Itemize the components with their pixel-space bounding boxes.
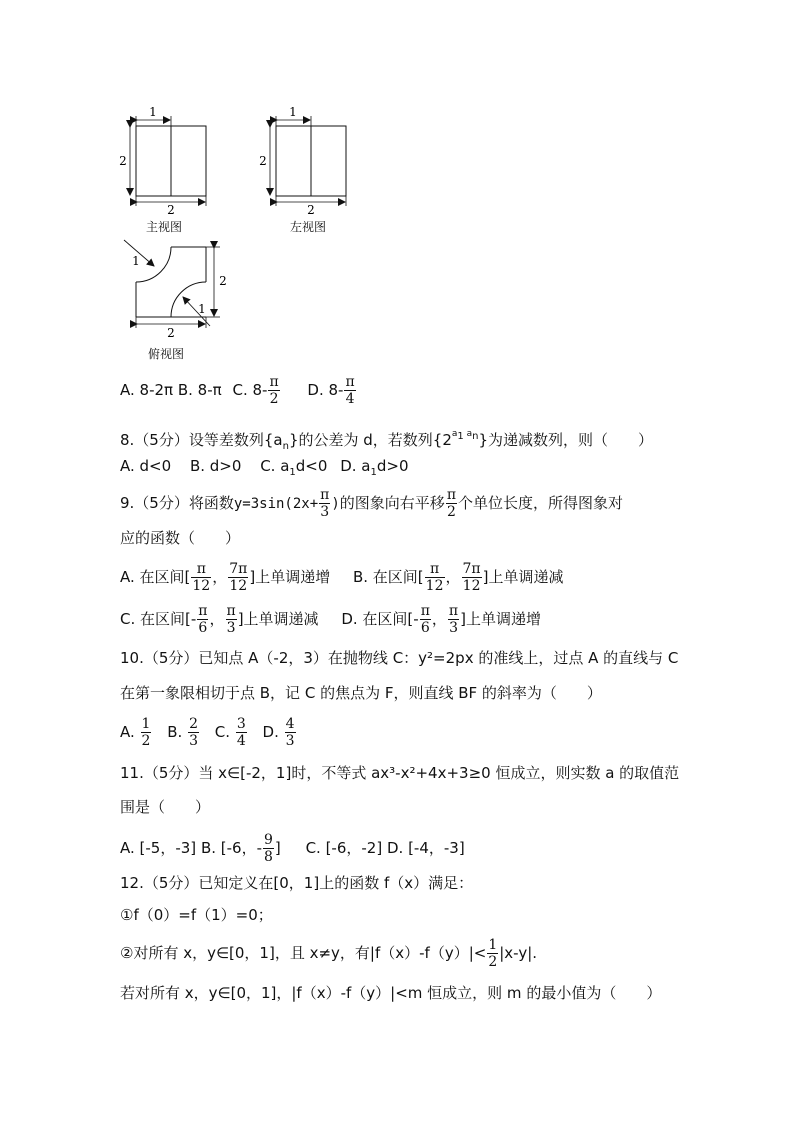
- q10-option-b: B. $\frac{2}{3}$: [167, 716, 199, 749]
- q8-options: [120, 456, 409, 483]
- q10-option-c: C. $\frac{3}{4}$: [214, 716, 246, 749]
- q8-option-a: A. d<0: [120, 457, 172, 475]
- front-dim-bottom: 2: [167, 203, 175, 217]
- q10-option-a: A. $\frac{1}{2}$: [120, 716, 151, 749]
- top-view: [124, 240, 227, 340]
- side-dim-left: 2: [259, 154, 267, 168]
- q10-stem-line1: 10.（5分）已知点 A（-2，3）在抛物线 C：y²=2px 的准线上，过点 A 的直线与 C: [120, 649, 679, 667]
- top-dim-right: 2: [219, 274, 227, 288]
- q9-options-ab: [120, 561, 563, 594]
- q10-stem-line2: 在第一象限相切于点 B，记 C 的焦点为 F，则直线 BF 的斜率为（ ）: [120, 684, 602, 702]
- q10-option-d: D. $\frac{4}{3}$: [262, 716, 295, 749]
- q12-condition-1: ①f（0）=f（1）=0；: [120, 906, 273, 924]
- q8-option-c: C. $a_1d<0$: [260, 457, 328, 478]
- side-view: [259, 105, 346, 217]
- front-view-caption: 主视图: [146, 220, 183, 234]
- q10-options: [120, 716, 297, 749]
- q7-option-d: D. 8- $\frac{\pi}{4}$: [307, 374, 355, 407]
- q11-stem-line1: 11.（5分）当 x∈[-2，1]时，不等式 ax³-x²+4x+3≥0 恒成立，则实数 a 的取值范: [120, 764, 680, 782]
- q9-stem: 9.（5分）将函数y=3sin(2x+ $\frac{\pi}{3}$ )的图象向右平移 $\frac{\pi}{2}$ 个单位长度，所得图象对: [120, 487, 624, 520]
- q7-option-c: C. 8- $\frac{\pi}{2}$: [232, 374, 279, 407]
- q9-options-cd: [120, 603, 541, 636]
- front-view: [119, 105, 206, 217]
- q12-condition-2: ②对所有 x，y∈[0，1]，且 x≠y，有|f（x）-f（y）|< $\frac{1}{2}$ |x-y|.: [120, 937, 538, 970]
- q12-stem-line4: 若对所有 x，y∈[0，1]，|f（x）-f（y）|<m 恒成立，则 m 的最小值为（ ）: [120, 984, 662, 1002]
- q11-option-d: D. [-4，-3]: [386, 839, 465, 857]
- q7-option-b: B. 8-π: [177, 381, 222, 399]
- q12-stem-line1: 12.（5分）已知定义在[0，1]上的函数 f（x）满足：: [120, 874, 474, 892]
- q8-option-b: B. d>0: [189, 457, 242, 475]
- q9-option-a: A. 在区间[ $\frac{\pi}{12}$ ， $\frac{7\pi}{12}$ ]上单调递增: [120, 561, 331, 594]
- q7-options: [120, 374, 357, 407]
- q11-stem-line2: 围是（ ）: [120, 798, 211, 816]
- q11-option-a: A. [-5，-3]: [120, 839, 197, 857]
- q9-option-d: D. 在区间[- $\frac{\pi}{6}$ ， $\frac{\pi}{3}$ ]上单调递增: [341, 603, 541, 636]
- top-view-caption: 俯视图: [148, 347, 185, 361]
- side-dim-top: 1: [289, 105, 297, 119]
- front-dim-left: 2: [119, 154, 127, 168]
- top-dim-radius-1: 1: [132, 254, 140, 268]
- side-dim-bottom: 2: [307, 203, 315, 217]
- three-view-figures: [110, 100, 370, 370]
- q9-stem-line2: 应的函数（ ）: [120, 529, 241, 547]
- q9-option-c: C. 在区间[- $\frac{\pi}{6}$ ， $\frac{\pi}{3}$ ]上单调递减: [120, 603, 319, 636]
- q11-options: [120, 832, 465, 865]
- q7-option-a: A. 8-2π: [120, 381, 174, 399]
- front-dim-top: 1: [149, 105, 157, 119]
- q11-option-b: B. [-6，- $\frac{9}{8}$ ]: [200, 832, 281, 865]
- q9-option-b: B. 在区间[ $\frac{\pi}{12}$ ， $\frac{7\pi}{12}$ ]上单调递减: [352, 561, 564, 594]
- top-dim-radius-2: 1: [198, 302, 206, 316]
- side-view-caption: 左视图: [290, 220, 327, 234]
- q11-option-c: C. [-6，-2]: [305, 839, 383, 857]
- q8-stem: 8.（5分）设等差数列$\{a_n\}$的公差为 d，若数列$\{2^{a_1 a_n}\}$为递减数列，则（ ）: [120, 429, 654, 452]
- q8-option-d: D. $a_1d>0$: [340, 457, 409, 478]
- top-dim-bottom: 2: [167, 326, 175, 340]
